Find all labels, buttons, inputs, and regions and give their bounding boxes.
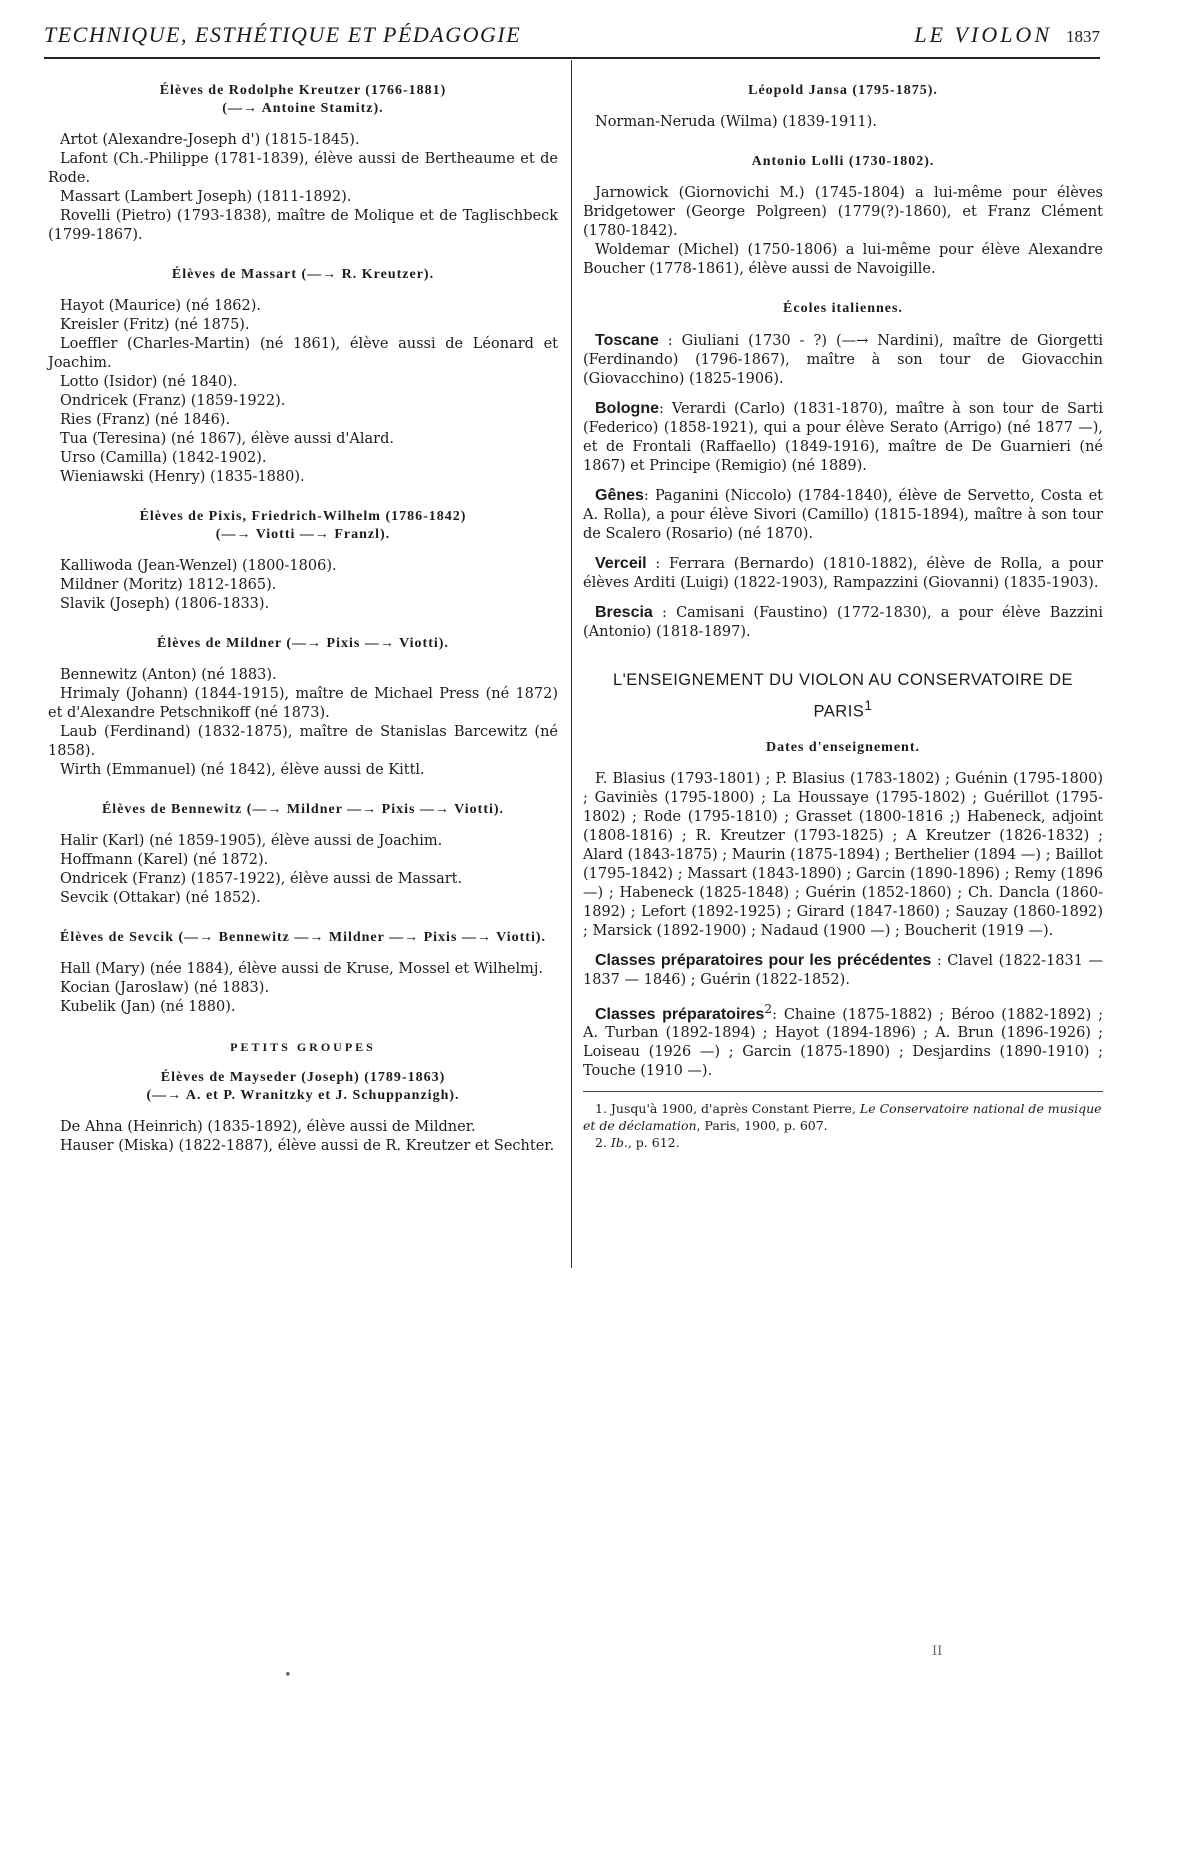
section-title: Léopold Jansa (1795-1875). bbox=[748, 83, 938, 98]
list-item: Laub (Ferdinand) (1832-1875), maître de Stanislas Barcewitz (né 1858). bbox=[48, 724, 558, 759]
city-text: : Camisani (Faustino) (1772-1830), a pour élève Bazzini (Antonio) (1818-1897). bbox=[583, 605, 1103, 640]
section-mildner bbox=[48, 635, 558, 780]
footnote-number: 2. bbox=[595, 1135, 607, 1151]
list-item: Rovelli (Pietro) (1793-1838), maître de Molique et de Taglischbeck (1799-1867). bbox=[48, 208, 558, 243]
list-item: Sevcik (Ottakar) (né 1852). bbox=[60, 890, 261, 906]
list-item: Hauser (Miska) (1822-1887), élève aussi de R. Kreutzer et Sechter. bbox=[60, 1138, 555, 1154]
prep2-text: : Chaine (1875-1882) ; Béroo (1882-1892) ; A. Turban (1892-1894) ; Hayot (1894-1896) ; A. Brun (1896-1926) ; Loiseau (1926 —) ; Garcin (1875-1890) ; Desjardins (1890-1910) ; Touche (1910 —). bbox=[583, 1006, 1104, 1080]
list-item: Massart (Lambert Joseph) (1811-1892). bbox=[60, 189, 352, 205]
header-rule bbox=[44, 57, 1100, 59]
running-header bbox=[44, 20, 1100, 52]
prep-classes-2-paragraph bbox=[583, 1000, 1103, 1082]
header-right bbox=[914, 22, 1100, 48]
section-sevcik bbox=[48, 929, 558, 1017]
section-lolli bbox=[583, 153, 1103, 279]
footnote-ref: 1 bbox=[864, 698, 873, 713]
city-entry bbox=[583, 603, 1103, 642]
list-item: Hrimaly (Johann) (1844-1915), maître de Michael Press (né 1872) et d'Alexandre Petschnikoff (né 1873). bbox=[48, 686, 558, 721]
entry-list bbox=[48, 557, 558, 614]
entry-list bbox=[48, 297, 558, 487]
city-name: Toscane bbox=[595, 332, 659, 349]
list-item: Kreisler (Fritz) (né 1875). bbox=[60, 317, 250, 333]
section-title: Élèves de Sevcik (—→ Bennewitz —→ Mildner —→ Pixis —→ Viotti). bbox=[60, 930, 546, 945]
city-text: : Verardi (Carlo) (1831-1870), maître à son tour de Sarti (Federico) (1858-1921), qui a pour élève Serato (Arrigo) (né 1877 —), et de Frontali (Raffaello) (1849-1916), maître de De Guarnieri (né 1867) et Principe (Remigio) (né 1889). bbox=[583, 401, 1103, 474]
list-item: Kubelik (Jan) (né 1880). bbox=[60, 999, 236, 1015]
section-title: Élèves de Bennewitz (—→ Mildner —→ Pixis —→ Viotti). bbox=[101, 802, 505, 817]
list-item: Ondricek (Franz) (1859-1922). bbox=[60, 393, 286, 409]
prep2-lead: Classes préparatoires bbox=[595, 1005, 765, 1023]
list-item: Halir (Karl) (né 1859-1905), élève aussi de Joachim. bbox=[60, 833, 443, 849]
city-entry bbox=[583, 399, 1103, 476]
right-column bbox=[583, 82, 1103, 1151]
section-jansa bbox=[583, 82, 1103, 132]
entry-list bbox=[48, 131, 558, 245]
list-item: Lafont (Ch.-Philippe (1781-1839), élève aussi de Bertheaume et de Rode. bbox=[48, 151, 558, 186]
dates-title: Dates d'enseignement. bbox=[766, 739, 920, 755]
list-item: Hoffmann (Karel) (né 1872). bbox=[60, 852, 269, 868]
section-title: Élèves de Rodolphe Kreutzer (1766-1881) (—→ Antoine Stamitz). bbox=[159, 83, 447, 116]
page-number: 1837 bbox=[1066, 27, 1100, 46]
conservatoire-title-text: L'ENSEIGNEMENT DU VIOLON AU CONSERVATOIRE DE PARIS bbox=[612, 671, 1074, 721]
column-divider bbox=[571, 60, 572, 1268]
list-item: De Ahna (Heinrich) (1835-1892), élève aussi de Mildner. bbox=[60, 1119, 476, 1135]
dates-paragraph: F. Blasius (1793-1801) ; P. Blasius (1783-1802) ; Guénin (1795-1800) ; Gaviniès (1795-1800) ; La Houssaye (1795-1802) ; Guérillot (1795-1802) ; Rode (1795-1810) ; Grasset (1800-1816 ;) Habeneck, adjoint (1808-1816) ; R. Kreutzer (1793-1825) ; A Kreutzer (1826-1832) ; Alard (1843-1875) ; Maurin (1875-1894) ; Berthelier (1894 —) ; Baillot (1795-1842) ; Massart (1843-1890) ; Garcin (1890-1896) ; Remy (1896 —) ; Habeneck (1825-1848) ; Guérin (1852-1860) ; Ch. Dancla (1860-1892) ; Lefort (1892-1925) ; Girard (1847-1860) ; Sauzay (1860-1892) ; Marsick (1892-1900) ; Nadaud (1900 —) ; Boucherit (1919 —). bbox=[583, 770, 1103, 939]
footnote-text: , p. 612. bbox=[627, 1135, 680, 1151]
section-mayseder bbox=[48, 1069, 558, 1156]
list-item: Urso (Camilla) (1842-1902). bbox=[60, 450, 267, 466]
entry-list bbox=[48, 960, 558, 1017]
city-entry bbox=[583, 331, 1103, 389]
entry-list bbox=[48, 1118, 558, 1156]
header-left-title: TECHNIQUE, ESTHÉTIQUE ET PÉDAGOGIE bbox=[44, 22, 522, 47]
footnote-text: Jusqu'à 1900, d'après Constant Pierre, bbox=[606, 1101, 860, 1117]
footnote-title: Le Conservatoire national de musique et de déclamation bbox=[583, 1101, 1102, 1134]
header-right-title: LE VIOLON bbox=[914, 22, 1052, 47]
city-name: Verceil bbox=[595, 555, 647, 572]
list-item: Artot (Alexandre-Joseph d') (1815-1845). bbox=[60, 132, 360, 148]
list-item: Kocian (Jaroslaw) (né 1883). bbox=[60, 980, 270, 996]
conservatoire-title bbox=[583, 668, 1103, 725]
list-item: Ondricek (Franz) (1857-1922), élève aussi de Massart. bbox=[60, 871, 463, 887]
section-pixis bbox=[48, 508, 558, 614]
list-item: Hayot (Maurice) (né 1862). bbox=[60, 298, 262, 314]
list-item: Lotto (Isidor) (né 1840). bbox=[60, 374, 238, 390]
section-bennewitz bbox=[48, 801, 558, 908]
footnote-title: Ib. bbox=[610, 1135, 628, 1151]
list-item: Mildner (Moritz) 1812-1865). bbox=[60, 577, 277, 593]
city-entry bbox=[583, 486, 1103, 544]
list-item: Jarnowick (Giornovichi M.) (1745-1804) a lui-même pour élèves Bridgetower (George Polgreen) (1779(?)-1860), et Franz Clément (1780-1842). bbox=[583, 185, 1103, 239]
page-mark: II bbox=[932, 1644, 943, 1659]
entry-list bbox=[48, 832, 558, 908]
section-massart bbox=[48, 266, 558, 487]
section-title: Élèves de Mildner (—→ Pixis —→ Viotti). bbox=[157, 636, 449, 651]
list-item: Kalliwoda (Jean-Wenzel) (1800-1806). bbox=[60, 558, 337, 574]
list-item: Wieniawski (Henry) (1835-1880). bbox=[60, 469, 305, 485]
footnote-number: 1. bbox=[595, 1101, 607, 1117]
italian-schools-title: Écoles italiennes. bbox=[783, 301, 903, 316]
section-title: Élèves de Pixis, Friedrich-Wilhelm (1786-1842) (—→ Viotti —→ Franzl). bbox=[139, 509, 467, 542]
list-item: Wirth (Emmanuel) (né 1842), élève aussi de Kittl. bbox=[60, 762, 425, 778]
page-mark-dot: • bbox=[284, 1668, 292, 1683]
footnote-text: , Paris, 1900, p. 607. bbox=[696, 1118, 828, 1134]
entry-list bbox=[48, 666, 558, 780]
entry-list bbox=[583, 113, 1103, 132]
left-column bbox=[48, 82, 558, 1177]
entry-list bbox=[583, 184, 1103, 279]
small-groups-title: PETITS GROUPES bbox=[230, 1040, 376, 1054]
city-name: Bologne bbox=[595, 400, 659, 417]
list-item: Loeffler (Charles-Martin) (né 1861), élève aussi de Léonard et Joachim. bbox=[48, 336, 558, 371]
section-title: Antonio Lolli (1730-1802). bbox=[751, 154, 935, 169]
city-entry bbox=[583, 554, 1103, 593]
prep-lead: Classes préparatoires pour les précédentes bbox=[595, 951, 932, 969]
list-item: Hall (Mary) (née 1884), élève aussi de Kruse, Mossel et Wilhelmj. bbox=[60, 961, 544, 977]
list-item: Woldemar (Michel) (1750-1806) a lui-même pour élève Alexandre Boucher (1778-1861), élève aussi de Navoigille. bbox=[583, 242, 1103, 277]
footnote bbox=[583, 1134, 1103, 1151]
city-name: Gênes bbox=[595, 487, 644, 504]
list-item: Slavik (Joseph) (1806-1833). bbox=[60, 596, 270, 612]
footnote-separator bbox=[583, 1091, 1103, 1092]
section-title: Élèves de Massart (—→ R. Kreutzer). bbox=[171, 267, 435, 282]
section-kreutzer bbox=[48, 82, 558, 245]
prep-classes-paragraph bbox=[583, 951, 1103, 990]
city-name: Brescia bbox=[595, 604, 653, 621]
city-text: : Giuliani (1730 - ?) (—→ Nardini), maître de Giorgetti (Ferdinando) (1796-1867), maître à son tour de Giovacchin (Giovacchino) (1825-1906). bbox=[583, 333, 1103, 387]
footnote-ref: 2 bbox=[764, 1001, 773, 1016]
list-item: Tua (Teresina) (né 1867), élève aussi d'Alard. bbox=[60, 431, 394, 447]
city-text: : Ferrara (Bernardo) (1810-1882), élève de Rolla, a pour élèves Arditi (Luigi) (1822-1903), Rampazzini (Giovanni) (1835-1903). bbox=[583, 556, 1103, 591]
list-item: Ries (Franz) (né 1846). bbox=[60, 412, 231, 428]
list-item: Bennewitz (Anton) (né 1883). bbox=[60, 667, 277, 683]
list-item: Norman-Neruda (Wilma) (1839-1911). bbox=[595, 114, 877, 130]
section-title: Élèves de Mayseder (Joseph) (1789-1863) (—→ A. et P. Wranitzky et J. Schuppanzigh). bbox=[146, 1070, 460, 1103]
prep-text: : Clavel (1822-1831 — 1837 — 1846) ; Guérin (1822-1852). bbox=[583, 952, 1104, 988]
city-text: : Paganini (Niccolo) (1784-1840), élève de Servetto, Costa et A. Rolla), a pour élève Sivori (Camillo) (1815-1894), maître à son tour de Scalero (Rosario) (né 1870). bbox=[583, 488, 1103, 542]
footnote bbox=[583, 1100, 1103, 1134]
